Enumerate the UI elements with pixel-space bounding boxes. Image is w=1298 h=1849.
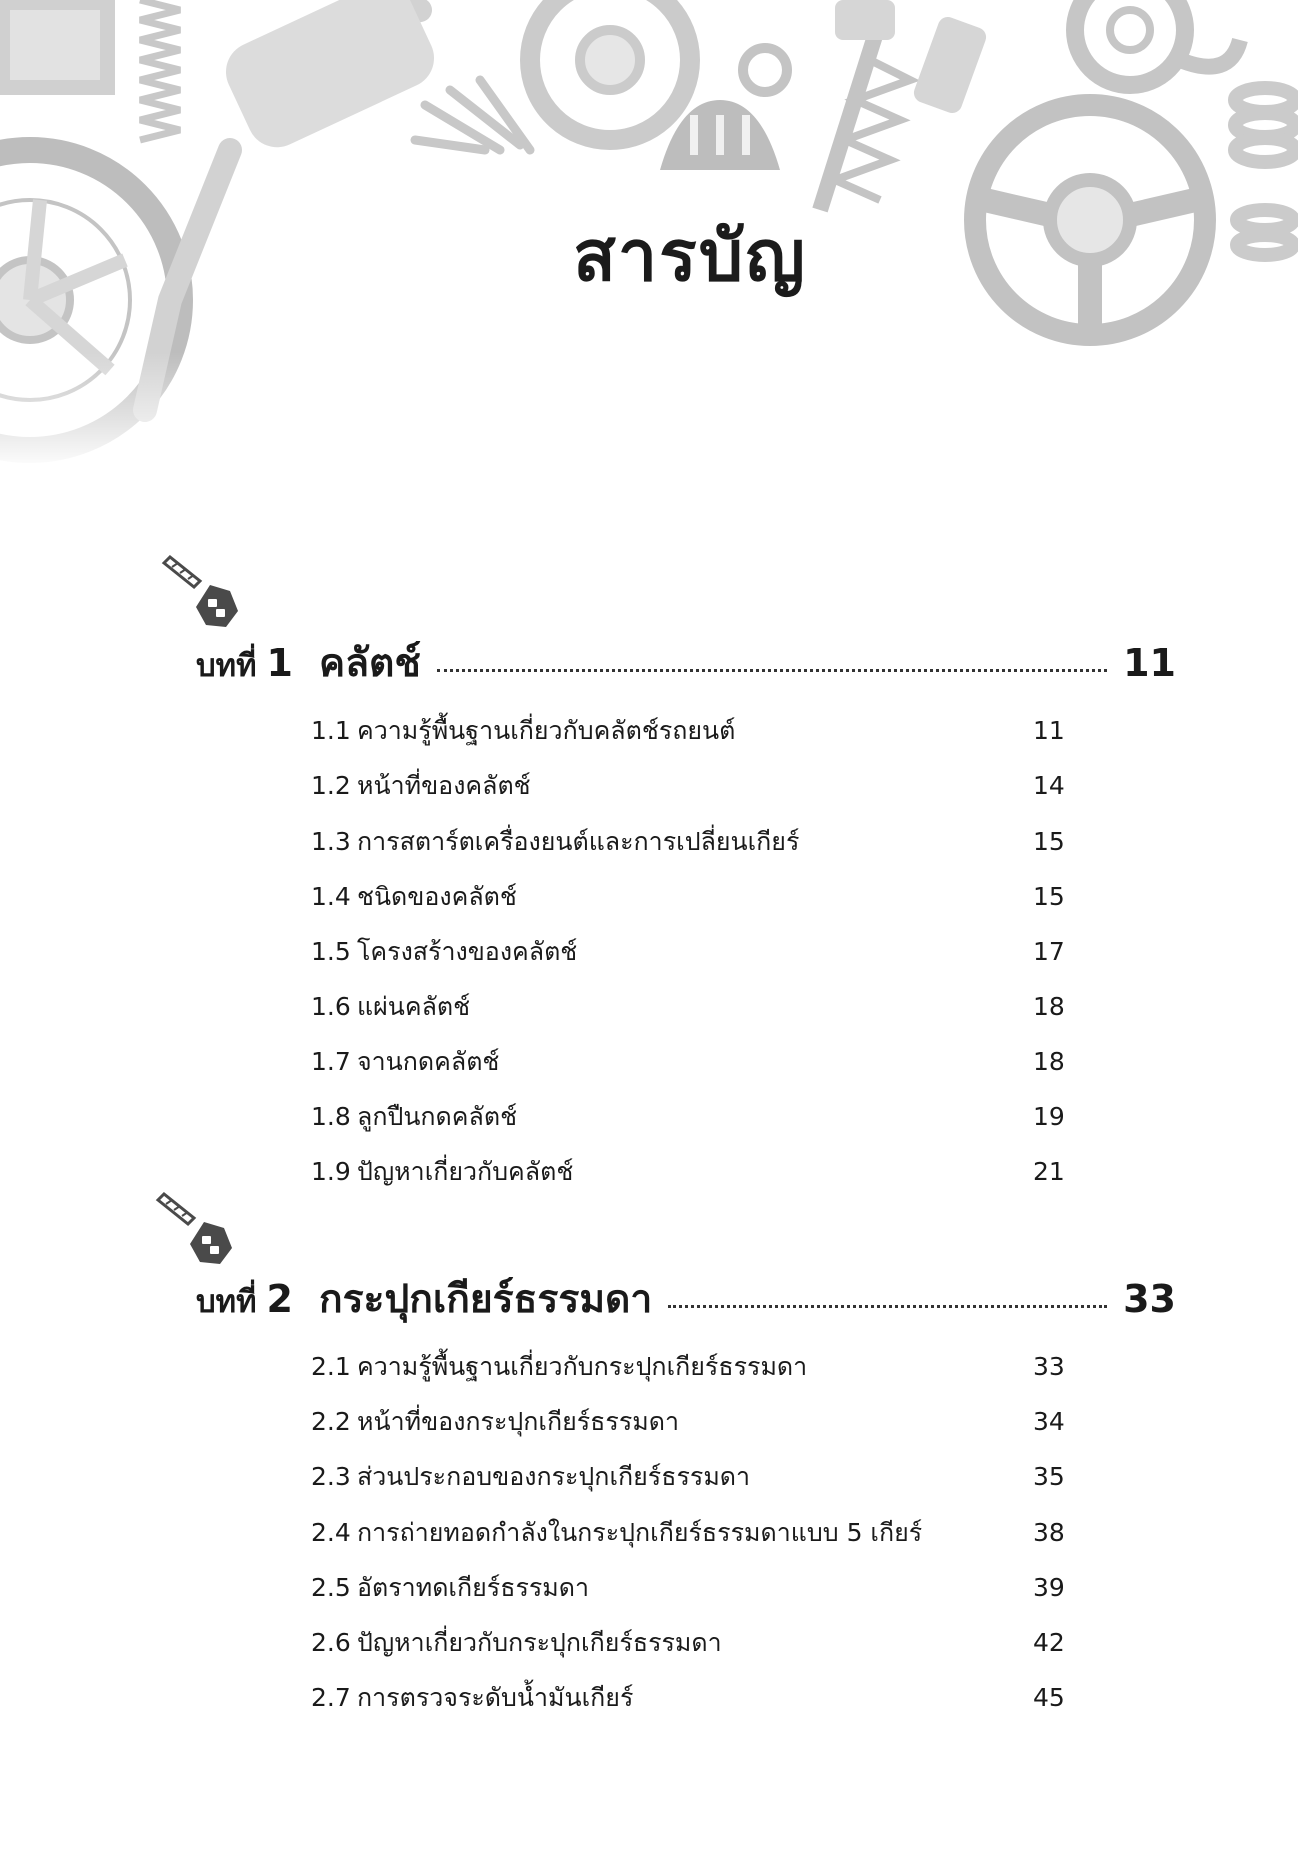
item-number: 2.7	[311, 1683, 351, 1712]
item-title: การตรวจระดับน้ำมันเกียร์	[357, 1683, 634, 1712]
item-page-number: 17	[1033, 937, 1065, 966]
chapter-prefix: บทที่	[196, 1284, 257, 1320]
item-page-number: 33	[1033, 1352, 1065, 1381]
toc-item[interactable]	[311, 932, 1083, 972]
item-number: 2.1	[311, 1352, 351, 1381]
item-title: หน้าที่ของคลัตช์	[357, 771, 531, 800]
item-number: 1.1	[311, 716, 351, 745]
item-title: โครงสร้างของคลัตช์	[357, 937, 578, 966]
item-page-number: 15	[1033, 827, 1065, 856]
chapter-heading[interactable]	[196, 1268, 1176, 1328]
item-page-number: 19	[1033, 1102, 1065, 1131]
item-title: หน้าที่ของกระปุกเกียร์ธรรมดา	[357, 1407, 680, 1436]
chapter-number: 2	[266, 1277, 293, 1321]
chapter-prefix: บทที่	[196, 648, 257, 684]
chapter-heading[interactable]	[196, 632, 1176, 692]
toc-item[interactable]	[311, 1402, 1083, 1442]
item-page-number: 42	[1033, 1628, 1065, 1657]
toc-item[interactable]	[311, 1513, 1083, 1553]
item-number: 1.5	[311, 937, 351, 966]
toc-item[interactable]	[311, 1568, 1083, 1608]
toc-item[interactable]	[311, 1097, 1083, 1137]
item-title: ปัญหาเกี่ยวกับกระปุกเกียร์ธรรมดา	[357, 1628, 722, 1657]
item-title: ลูกปืนกดคลัตช์	[357, 1102, 518, 1131]
item-page-number: 38	[1033, 1518, 1065, 1547]
toc-item[interactable]	[311, 1347, 1083, 1387]
item-title: ความรู้พื้นฐานเกี่ยวกับคลัตช์รถยนต์	[357, 716, 736, 745]
item-number: 1.4	[311, 882, 351, 911]
chapter-title: กระปุกเกียร์ธรรมดา	[319, 1277, 653, 1322]
item-number: 1.6	[311, 992, 351, 1021]
item-page-number: 45	[1033, 1683, 1065, 1712]
chapter-page-number: 11	[1123, 641, 1176, 685]
item-title: การสตาร์ตเครื่องยนต์และการเปลี่ยนเกียร์	[357, 827, 800, 856]
toc-item[interactable]	[311, 1042, 1083, 1082]
dot-leader	[437, 669, 1107, 672]
item-title: การถ่ายทอดกำลังในกระปุกเกียร์ธรรมดาแบบ 5 เกียร์	[357, 1518, 923, 1547]
item-number: 2.3	[311, 1462, 351, 1491]
toc-item[interactable]	[311, 711, 1083, 751]
item-page-number: 34	[1033, 1407, 1065, 1436]
item-page-number: 39	[1033, 1573, 1065, 1602]
toc-item[interactable]	[311, 1623, 1083, 1663]
toc-item[interactable]	[311, 1678, 1083, 1718]
item-title: ปัญหาเกี่ยวกับคลัตช์	[357, 1157, 574, 1186]
chapter-page-number: 33	[1123, 1277, 1176, 1321]
toc-item[interactable]	[311, 987, 1083, 1027]
item-number: 1.3	[311, 827, 351, 856]
dot-leader	[668, 1305, 1107, 1308]
item-page-number: 18	[1033, 992, 1065, 1021]
item-number: 1.8	[311, 1102, 351, 1131]
item-title: ชนิดของคลัตช์	[357, 882, 517, 911]
item-page-number: 21	[1033, 1157, 1065, 1186]
item-number: 2.4	[311, 1518, 351, 1547]
item-title: จานกดคลัตช์	[357, 1047, 500, 1076]
item-title: ส่วนประกอบของกระปุกเกียร์ธรรมดา	[357, 1462, 751, 1491]
page-title: สารบัญ	[573, 215, 807, 297]
toc-item[interactable]	[311, 1152, 1083, 1192]
item-page-number: 14	[1033, 771, 1065, 800]
item-page-number: 15	[1033, 882, 1065, 911]
item-page-number: 18	[1033, 1047, 1065, 1076]
item-title: ความรู้พื้นฐานเกี่ยวกับกระปุกเกียร์ธรรมดา	[357, 1352, 808, 1381]
item-title: อัตราทดเกียร์ธรรมดา	[357, 1573, 590, 1602]
item-number: 1.9	[311, 1157, 351, 1186]
item-number: 2.5	[311, 1573, 351, 1602]
toc-item[interactable]	[311, 877, 1083, 917]
toc-item[interactable]	[311, 1457, 1083, 1497]
chapter-title: คลัตช์	[319, 641, 421, 686]
item-number: 1.2	[311, 771, 351, 800]
toc-item[interactable]	[311, 822, 1083, 862]
item-number: 1.7	[311, 1047, 351, 1076]
item-title: แผ่นคลัตช์	[357, 992, 471, 1021]
item-page-number: 35	[1033, 1462, 1065, 1491]
toc-item[interactable]	[311, 766, 1083, 806]
item-number: 2.6	[311, 1628, 351, 1657]
item-number: 2.2	[311, 1407, 351, 1436]
item-page-number: 11	[1033, 716, 1065, 745]
chapter-number: 1	[266, 641, 293, 685]
